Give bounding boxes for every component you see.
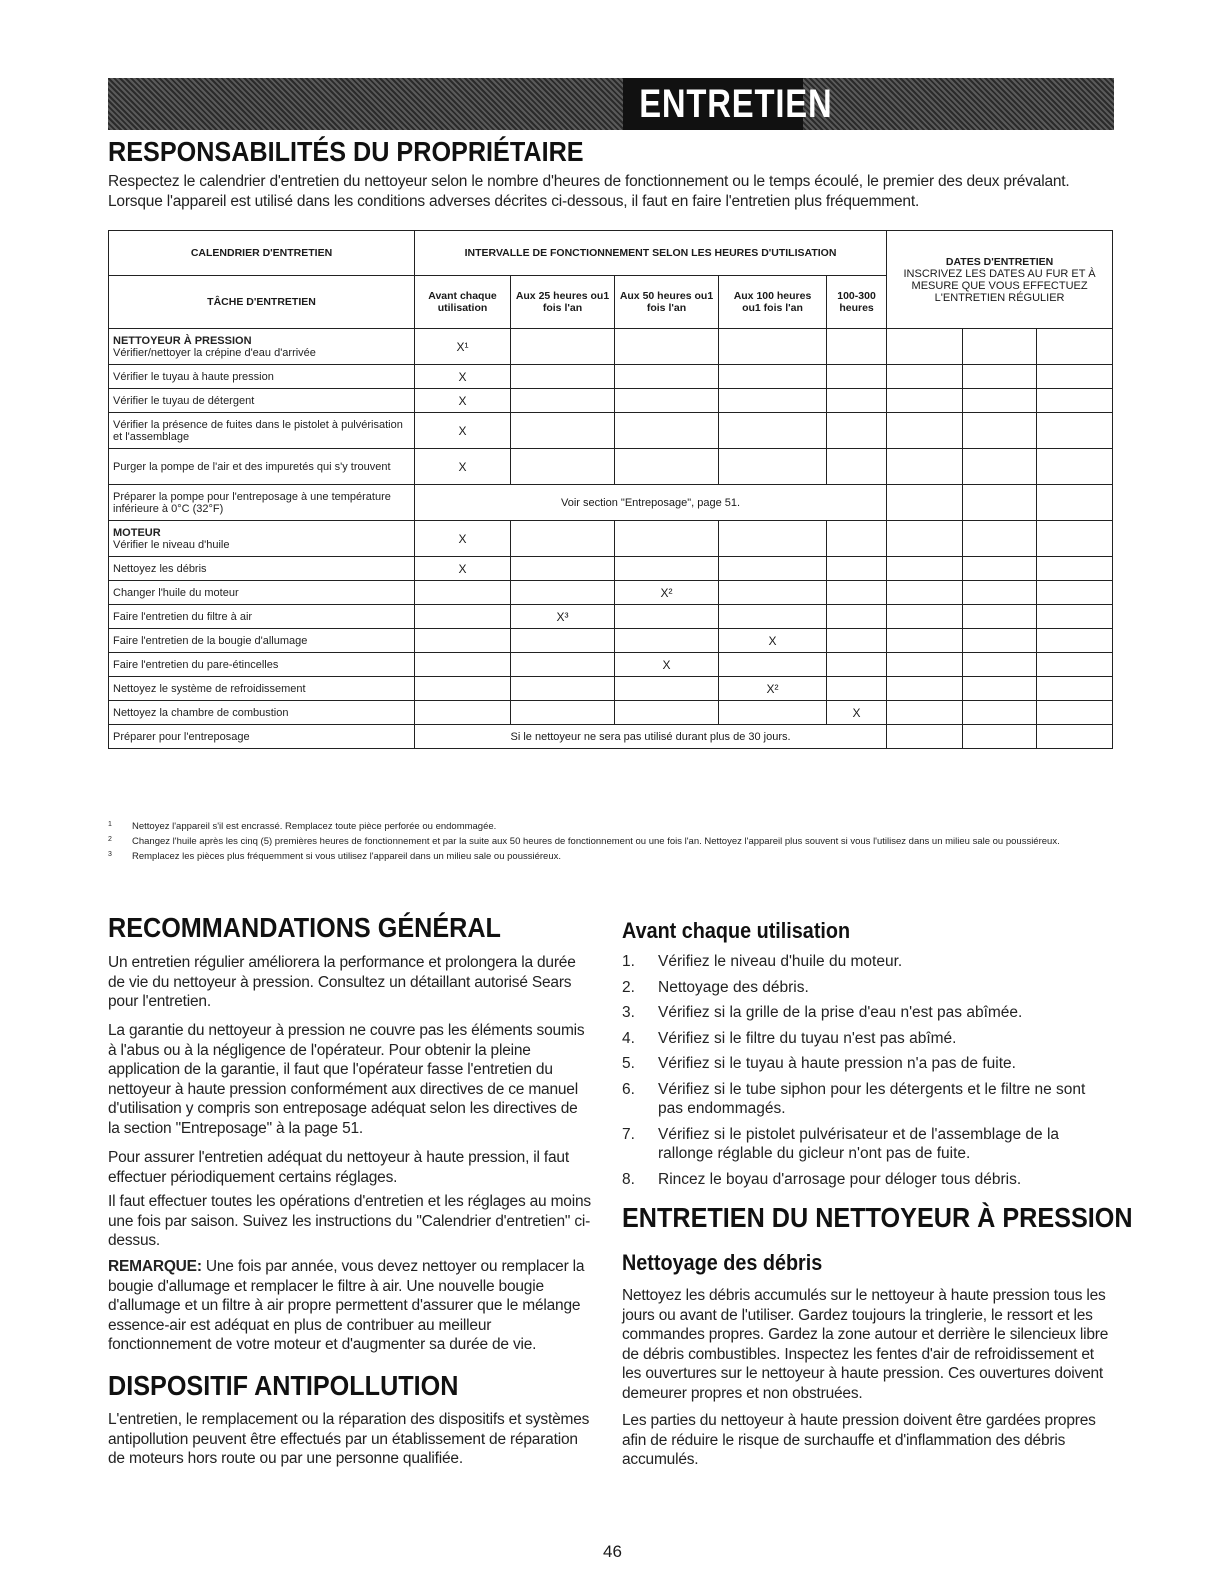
remarque-text: Une fois par année, vous devez nettoyer ou remplacer la bougie d'allumage et remplacer le filtre à air. Une nouvelle bougie d'allumage et un filtre à air propre permettent d'assurer que le mélange essence-air est adéquat en plus de contribuer au meilleur fonctionnement de votre moteur et d'augmenter sa durée de vie.	[108, 1258, 585, 1353]
list-item	[622, 978, 1112, 998]
remarque-label: REMARQUE:	[108, 1258, 202, 1275]
banner-title-box	[623, 78, 833, 130]
rec-paragraph-2: La garantie du nettoyeur à pression ne couvre pas les éléments soumis à l'abus ou à la négligence de l'opérateur. Pour obtenir la pleine application de la garantie, il faut que l'opérateur fasse l'entretien du nettoyeur à haute pression conformément aux directives de ce manuel d'utilisation y compris son entreposage adéquat selon les directives de la section "Entreposage" à la page 51.	[108, 1022, 585, 1137]
step-number: 1.	[622, 953, 635, 970]
rec-paragraph-4: Il faut effectuer toutes les opérations d'entretien et les réglages au moins une fois par saison. Suivez les instructions du "Calendrier d'entretien" ci-dessus.	[108, 1193, 591, 1249]
task-cell	[109, 329, 415, 365]
mark-cell: X	[415, 449, 511, 485]
mark-cell: X	[415, 389, 511, 413]
task-label: Faire l'entretien du pare-étincelles	[109, 653, 415, 677]
footnote	[108, 820, 1108, 833]
step-text: Vérifiez si le filtre du tuyau n'est pas abîmé.	[658, 1029, 957, 1047]
step-text: Nettoyage des débris.	[658, 978, 809, 996]
header-interval-4: Aux 100 heures ou1 fois l'an	[719, 276, 827, 329]
section-banner	[108, 78, 1114, 130]
mark-cell: X	[415, 413, 511, 449]
page-number: 46	[603, 1542, 622, 1561]
footnotes	[108, 820, 1108, 865]
list-item	[622, 1029, 1112, 1049]
task-cell	[109, 521, 415, 557]
task-label: Nettoyez les débris	[109, 557, 415, 581]
table-row	[109, 449, 1113, 485]
table-row	[109, 521, 1113, 557]
step-text: Vérifiez si le tube siphon pour les détergents et le filtre ne sont pas endommagés.	[658, 1080, 1086, 1117]
footnote-text: Remplacez les pièces plus fréquemment si vous utilisez l'appareil dans un milieu sale ou poussiéreux.	[132, 851, 562, 862]
maintenance-schedule-table	[108, 230, 1113, 749]
footnote-number: 1	[108, 821, 112, 828]
task-label: Préparer pour l'entreposage	[109, 725, 415, 749]
mark-cell: X	[719, 629, 827, 653]
heading-entretien-nettoyeur: ENTRETIEN DU NETTOYEUR À PRESSION	[622, 1202, 1133, 1233]
mark-cell: X²	[719, 677, 827, 701]
step-number: 4.	[622, 1029, 635, 1047]
mark-cell: X	[415, 365, 511, 389]
span-note: Si le nettoyeur ne sera pas utilisé durant plus de 30 jours.	[415, 725, 887, 749]
step-text: Vérifiez si la grille de la prise d'eau n'est pas abîmée.	[658, 1004, 1023, 1021]
mark-cell: X²	[615, 581, 719, 605]
footnote-number: 2	[108, 836, 112, 843]
task-label: Nettoyez la chambre de combustion	[109, 701, 415, 725]
step-text: Vérifiez le niveau d'huile du moteur.	[658, 953, 903, 970]
step-text: Vérifiez si le pistolet pulvérisateur et de l'assemblage de la rallonge réglable du gicleur n'ont pas de fuite.	[658, 1125, 1060, 1162]
mark-cell: X	[415, 521, 511, 557]
task-label: Faire l'entretien de la bougie d'allumage	[109, 629, 415, 653]
step-number: 8.	[622, 1170, 635, 1188]
table-row	[109, 557, 1113, 581]
task-label: Changer l'huile du moteur	[109, 581, 415, 605]
mark-cell: X	[615, 653, 719, 677]
table-row	[109, 653, 1113, 677]
footnote-number: 3	[108, 851, 112, 858]
dispositif-paragraph: L'entretien, le remplacement ou la réparation des dispositifs et systèmes antipollution peuvent être effectués par un établissement de réparation de moteurs hors route ou par une personne qualifiée.	[108, 1411, 590, 1467]
header-dates	[887, 231, 1113, 329]
step-number: 6.	[622, 1080, 635, 1098]
step-text: Rincez le boyau d'arrosage pour déloger tous débris.	[658, 1170, 1022, 1188]
footnote-text: Changez l'huile après les cinq (5) premières heures de fonctionnement et par la suite aux 50 heures de fonctionnement ou une fois l'an. Nettoyez l'appareil plus souvent si vous l'utilisez dans un milieu sale ou poussiéreux.	[132, 836, 1060, 847]
header-intervalle: INTERVALLE DE FONCTIONNEMENT SELON LES HEURES D'UTILISATION	[415, 231, 887, 276]
table-row	[109, 677, 1113, 701]
step-text: Vérifiez si le tuyau à haute pression n'a pas de fuite.	[658, 1055, 1016, 1072]
heading-recommandations: RECOMMANDATIONS GÉNÉRAL	[108, 912, 501, 943]
step-number: 2.	[622, 978, 635, 996]
table-row	[109, 389, 1113, 413]
span-note: Voir section "Entreposage", page 51.	[415, 485, 887, 521]
header-interval-3: Aux 50 heures ou1 fois l'an	[615, 276, 719, 329]
table-row	[109, 629, 1113, 653]
task-label: Vérifier le tuyau de détergent	[109, 389, 415, 413]
heading-avant-chaque: Avant chaque utilisation	[622, 918, 851, 943]
step-number: 7.	[622, 1125, 635, 1143]
remarque-paragraph	[108, 1257, 592, 1355]
rec-paragraph-3: Pour assurer l'entretien adéquat du nettoyeur à haute pression, il faut effectuer périodiquement certains réglages.	[108, 1149, 569, 1186]
table-row	[109, 365, 1113, 389]
section-label: NETTOYEUR À PRESSION	[113, 334, 252, 347]
step-number: 5.	[622, 1055, 635, 1072]
header-calendrier: CALENDRIER D'ENTRETIEN	[109, 231, 415, 276]
task-label: Vérifier la présence de fuites dans le pistolet à pulvérisation et l'assemblage	[109, 413, 415, 449]
task-label: Vérifier/nettoyer la crépine d'eau d'arrivée	[113, 346, 316, 359]
banner-title: ENTRETIEN	[639, 82, 833, 126]
heading-dispositif: DISPOSITIF ANTIPOLLUTION	[108, 1370, 459, 1401]
footnote	[108, 850, 1108, 863]
header-interval-1: Avant chaque utilisation	[415, 276, 511, 329]
mark-cell: X¹	[415, 329, 511, 365]
task-label: Faire l'entretien du filtre à air	[109, 605, 415, 629]
list-item	[622, 1125, 1112, 1164]
section-label: MOTEUR	[113, 526, 161, 539]
header-interval-5: 100-300 heures	[827, 276, 887, 329]
list-item	[622, 1054, 1112, 1074]
list-item	[622, 1170, 1112, 1190]
list-item	[622, 952, 1112, 972]
footnote-text: Nettoyez l'appareil s'il est encrassé. Remplacez toute pièce perforée ou endommagée.	[132, 821, 497, 832]
task-label: Vérifier le niveau d'huile	[113, 538, 230, 551]
mark-cell: X	[827, 701, 887, 725]
rec-paragraph-1: Un entretien régulier améliorera la performance et prolongera la durée de vie du nettoyeur à pression. Consultez un détaillant autorisé Sears pour l'entretien.	[108, 954, 576, 1010]
table-row	[109, 605, 1113, 629]
intro-paragraph: Respectez le calendrier d'entretien du nettoyeur selon le nombre d'heures de fonctionnement ou le temps écoulé, le premier des deux prévalant. Lorsque l'appareil est utilisé dans les conditions adverses décrites ci-dessous, il faut en faire l'entretien plus fréquemment.	[108, 173, 1070, 210]
table-row	[109, 701, 1113, 725]
header-tache: TÂCHE D'ENTRETIEN	[109, 276, 415, 329]
steps-list	[622, 952, 1112, 1195]
header-interval-2: Aux 25 heures ou1 fois l'an	[511, 276, 615, 329]
header-dates-title: DATES D'ENTRETIEN	[945, 255, 1054, 268]
table-row	[109, 485, 1113, 521]
mark-cell: X³	[511, 605, 615, 629]
table-row	[109, 725, 1113, 749]
task-label: Nettoyez le système de refroidissement	[109, 677, 415, 701]
table-row	[109, 413, 1113, 449]
mark-cell: X	[415, 557, 511, 581]
heading-responsabilites: RESPONSABILITÉS DU PROPRIÉTAIRE	[108, 136, 584, 167]
step-number: 3.	[622, 1004, 635, 1021]
task-label: Purger la pompe de l'air et des impuretés qui s'y trouvent	[109, 449, 415, 485]
nettoyage-paragraph-2: Les parties du nettoyeur à haute pression doivent être gardées propres afin de réduire le risque de surchauffe et d'inflammation des débris accumulés.	[622, 1412, 1096, 1468]
header-dates-note: INSCRIVEZ LES DATES AU FUR ET À MESURE QUE VOUS EFFECTUEZ L'ENTRETIEN RÉGULIER	[903, 267, 1096, 304]
list-item	[622, 1080, 1112, 1119]
table-row	[109, 329, 1113, 365]
task-label: Vérifier le tuyau à haute pression	[109, 365, 415, 389]
footnote	[108, 835, 1108, 848]
nettoyage-paragraph-1: Nettoyez les débris accumulés sur le nettoyeur à haute pression tous les jours ou avant de l'utiliser. Gardez toujours la tringlerie, le ressort et les commandes propres. Gardez la zone autour et derrière le silencieux libre de débris combustibles. Inspectez les fentes d'air de refroidissement et les ouvertures sur le nettoyeur à haute pression. Ces ouvertures doivent demeurer propres et non obstruées.	[622, 1287, 1109, 1402]
table-row	[109, 581, 1113, 605]
task-label: Préparer la pompe pour l'entreposage à une température inférieure à 0°C (32°F)	[109, 485, 415, 521]
heading-nettoyage-debris: Nettoyage des débris	[622, 1250, 823, 1275]
list-item	[622, 1003, 1112, 1023]
